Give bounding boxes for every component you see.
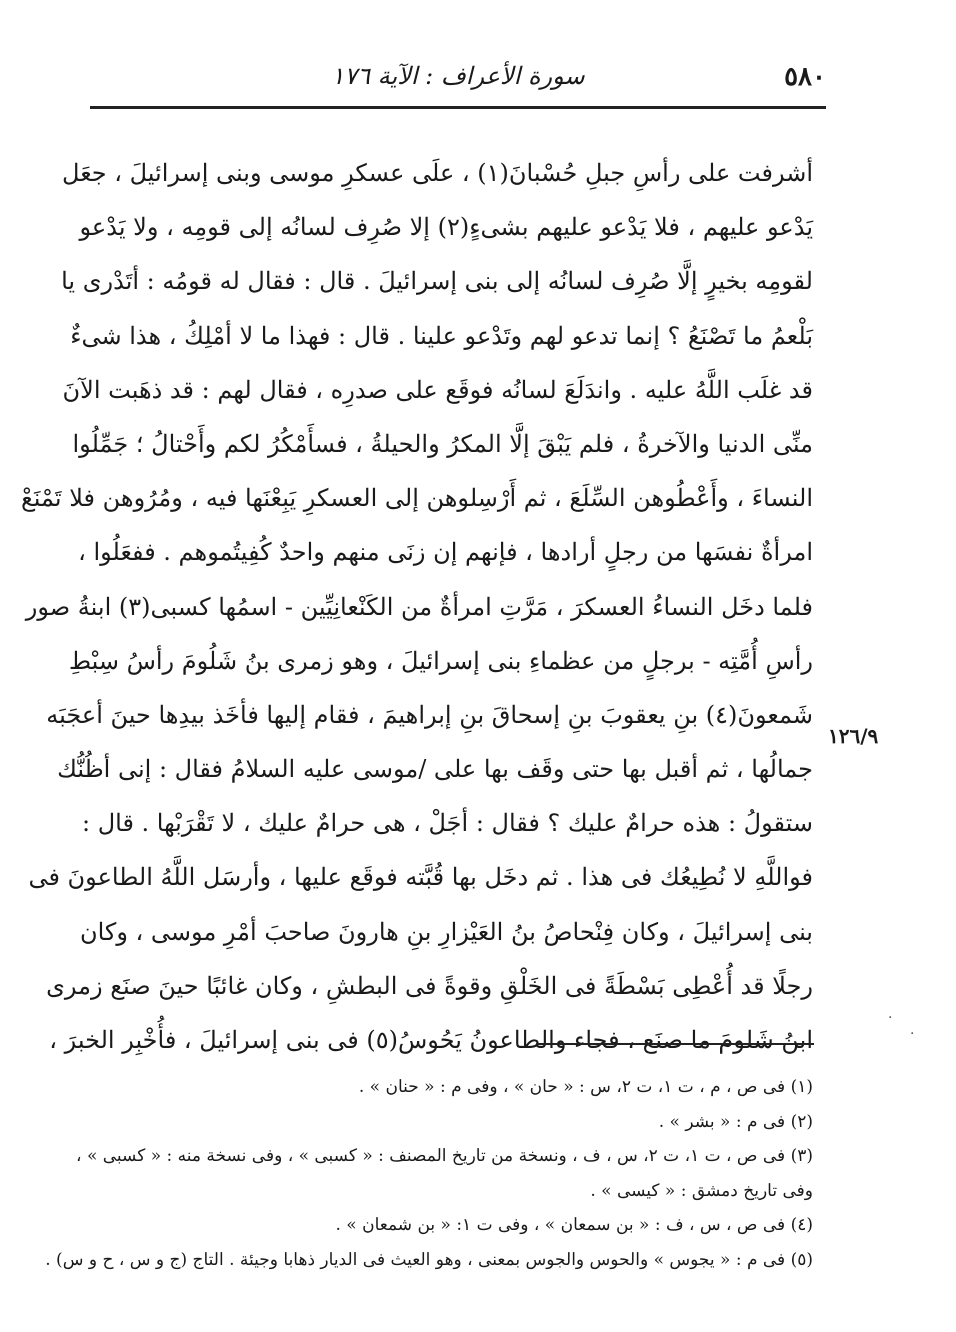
text-line: جمالُها ، ثم أقبل بها حتى وقَف بها على /موسى عليه السلامُ فقال : إنى أظُنُّك bbox=[57, 755, 813, 784]
text-line: فواللَّهِ لا نُطِيعُك فى هذا . ثم دخَل بها قُبَّته فوقَع عليها ، وأرسَل اللَّهُ الطاعونَ فى bbox=[28, 863, 813, 892]
text-line: ابنُ شَلومَ ما صنَع ، فجاء والطاعونُ يَحُوسُ(٥) فى بنى إسرائيلَ ، فأُخْبِر الخبرَ ، bbox=[49, 1026, 813, 1054]
footnote-rule bbox=[536, 1043, 814, 1045]
footnote: (٣) فى ص ، ت ١، ت ٢، س ، ف ، ونسخة من تاريخ المصنف : « كسبى » ، وفى نسخة منه : « كسبى » ، bbox=[76, 1146, 813, 1166]
footnotes bbox=[45, 1070, 813, 1277]
text-line: النساءَ ، وأَعْطُوهن السِّلَعَ ، ثم أَرْسِلوهن إلى العسكرِ يَبِعْنَها فيه ، ومُرُوهن فلا تَمْنَعْ bbox=[21, 484, 813, 513]
page-number: ٥٨٠ bbox=[784, 62, 826, 92]
header-rule bbox=[90, 106, 826, 109]
running-title: سورة الأعراف : الآية ١٧٦ bbox=[331, 62, 585, 90]
footnote: وفى تاريخ دمشق : « كيسى » . bbox=[590, 1180, 813, 1201]
main-text bbox=[21, 146, 813, 1067]
page-header bbox=[90, 56, 826, 96]
text-line: أشرفت على رأسِ جبلِ حُسْبانَ(١) ، علَى عسكرِ موسى وبنى إسرائيلَ ، جعَل bbox=[62, 159, 813, 187]
text-line: فلما دخَل النساءُ العسكرَ ، مَرَّتِ امرأةٌ من الكَنْعانِيِّين - اسمُها كسبى(٣) ابنةُ صور bbox=[25, 592, 813, 621]
text-line: بَلْعمُ ما تَصْنَعُ ؟ إنما تدعو لهم وتَدْعو علينا . قال : فهذا ما لا أمْلِكُ ، هذا شىءٌ bbox=[70, 321, 813, 350]
text-line: امرأةٌ نفسَها من رجلٍ أرادها ، فإنهم إن زنَى منهم واحدٌ كُفِيتُموهم . ففعَلُوا ، bbox=[78, 538, 813, 567]
text-line: رأسِ أُمَّتِه - برجلٍ من عظماءِ بنى إسرائيلَ ، وهو زمرى بنُ شَلُومَ رأسُ سِبْطِ bbox=[68, 646, 813, 675]
footnote: (٤) فى ص ، س ، ف : « بن سمعان » ، وفى ت ١: « بن شمعان » . bbox=[335, 1215, 813, 1235]
text-line: منِّى الدنيا والآخرةُ ، فلم يَبْقَ إلَّا المكرُ والحيلةُ ، فسأَمْكُرُ لكم وأَحْتالُ ؛ جَمِّلُوا bbox=[72, 429, 813, 458]
text-line: لقومِه بخيرٍ إلَّا صُرِف لسانُه إلى بنى إسرائيلَ . قال : فقال له قومُه : أتَدْرى يا bbox=[61, 267, 813, 296]
text-line: شَمعونَ(٤) بنِ يعقوبَ بنِ إسحاقَ بنِ إبراهيمَ ، فقام إليها فأخَذ بيدِها حينَ أعجَبَه bbox=[46, 700, 813, 729]
margin-reference: ١٢٦/٩ bbox=[828, 724, 879, 748]
text-line: قد غلَب اللَّهُ عليه . واندَلَعَ لسانُه فوقَع على صدرِه ، فقال لهم : قد ذهَبت الآنَ bbox=[62, 375, 813, 404]
text-line: يَدْعو عليهم ، فلا يَدْعو عليهم بشىءٍ(٢) إلا صُرِف لسانُه إلى قومِه ، ولا يَدْعو bbox=[79, 213, 813, 242]
text-line: بنى إسرائيلَ ، وكان فِنْحاصُ بنُ العَيْزارِ بنِ هارونَ صاحبَ أمْرِ موسى ، وكان bbox=[79, 917, 813, 946]
footnote: (٢) فى م : « بشر » . bbox=[658, 1111, 813, 1132]
text-line: ستقولُ : هذه حرامٌ عليك ؟ فقال : أجَلْ ، هى حرامٌ عليك ، لا تَقْرَبْها . قال : bbox=[81, 809, 813, 838]
text-line: رجلًا قد أُعْطِى بَسْطَةً فى الخَلْقِ وقوةً فى البطشِ ، وكان غائبًا حينَ صنَع زمرى bbox=[46, 971, 813, 1000]
footnote: (٥) فى م : « يجوس » والحوس والجوس بمعنى ، وهو العيث فى الديار ذهابا وجيئة . التاج (ج و س ، ح و س) . bbox=[45, 1249, 813, 1270]
scan-speck: · bbox=[910, 1026, 915, 1042]
footnote: (١) فى ص ، م ، ت ١، ت ٢، س : « حان » ، وفى م : « حنان » . bbox=[358, 1077, 813, 1097]
scan-speck: · bbox=[888, 1010, 893, 1026]
